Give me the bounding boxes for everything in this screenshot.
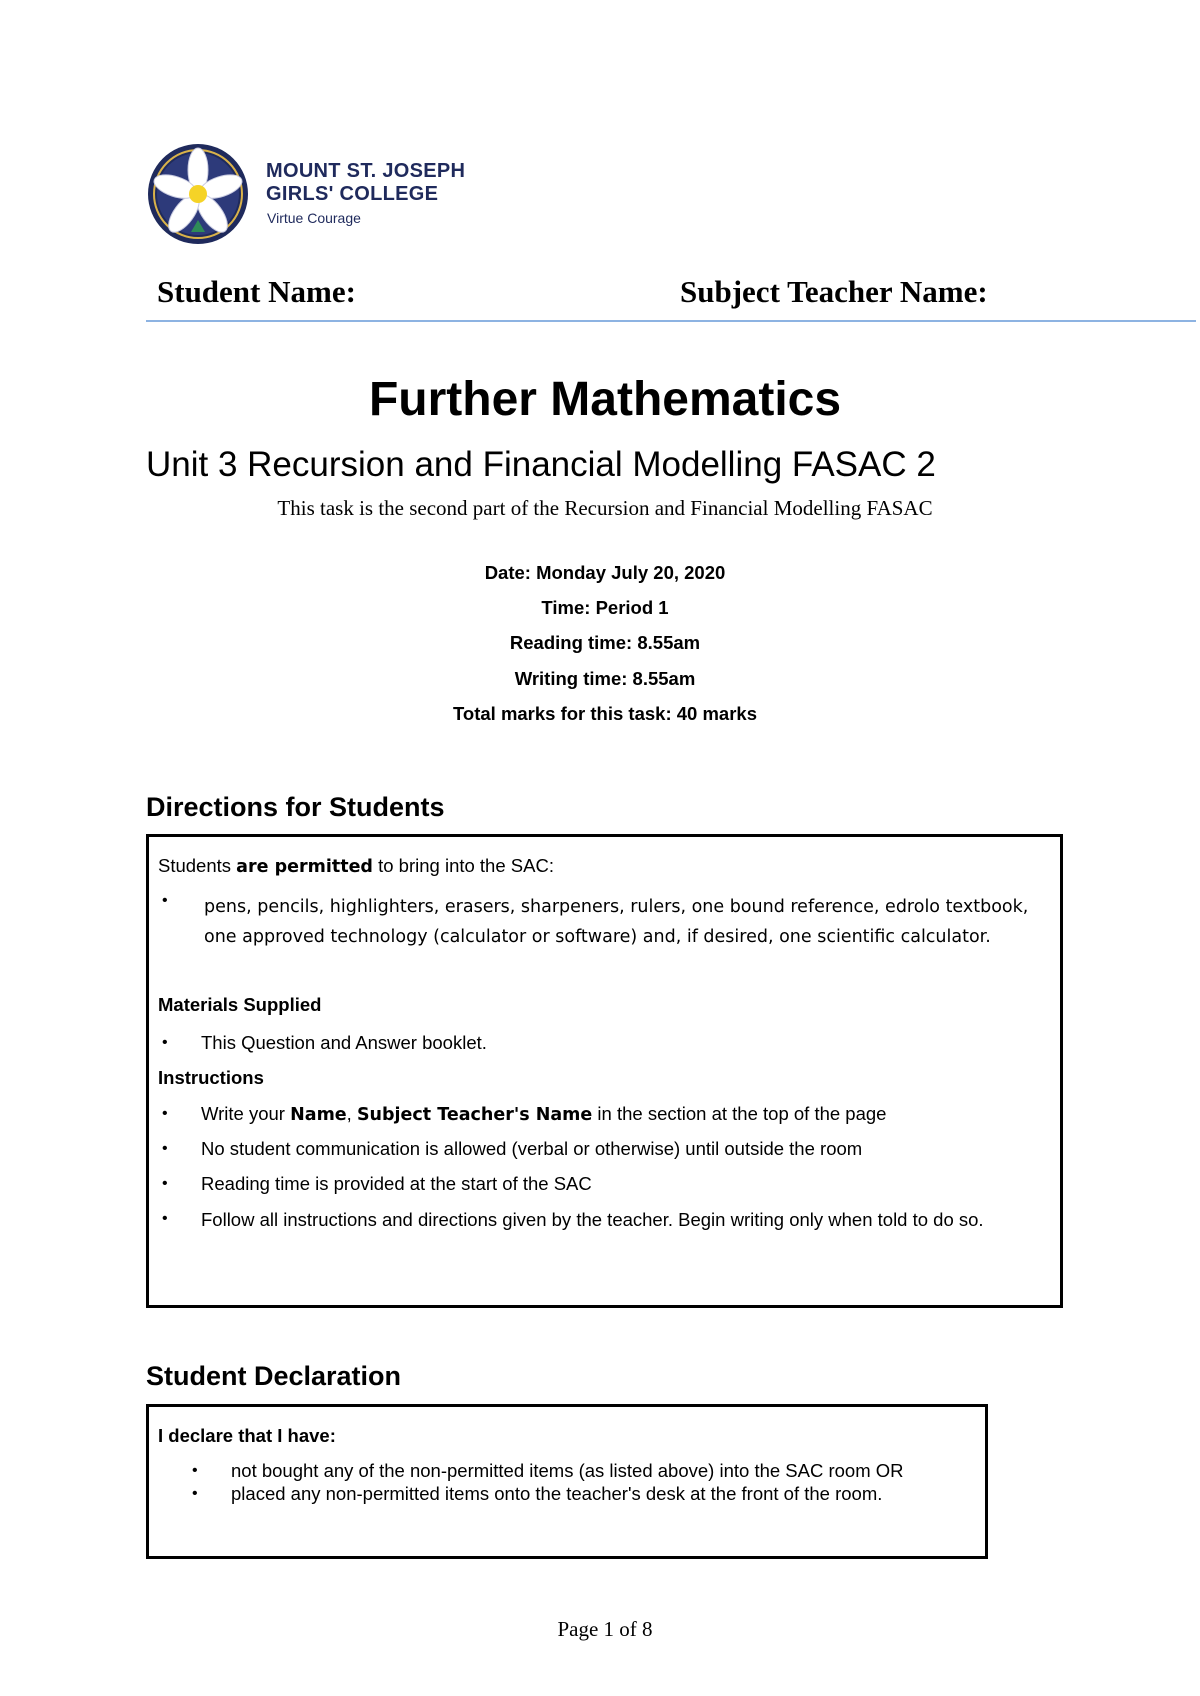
reading-time-line: Reading time: 8.55am [509,632,701,653]
time-line: Time: Period 1 [541,597,669,618]
permitted-intro [158,855,554,877]
permitted-intro-post: to bring into the SAC: [372,855,554,876]
writing-time-line: Writing time: 8.55am [514,668,696,689]
permitted-intro-bold: are permitted [236,857,373,877]
name-field-rule [146,320,1196,322]
school-name-line2: GIRLS' COLLEGE [266,183,439,205]
bullet-icon: • [162,1105,168,1122]
total-marks-line: Total marks for this task: 40 marks [452,703,757,724]
permitted-intro-pre: Students [158,855,237,876]
instruction-bold-teacher: Subject Teacher's Name [356,1105,593,1125]
school-crest-icon [145,140,255,250]
bullet-icon: • [162,1210,168,1227]
declaration-intro: I declare that I have: [158,1425,336,1446]
instruction-text: Write your [201,1103,291,1124]
instruction-item [201,1103,886,1125]
task-description: This task is the second part of the Recursion and Financial Modelling FASAC [277,496,933,520]
instructions-heading: Instructions [158,1067,264,1088]
materials-item: This Question and Answer booklet. [201,1032,487,1053]
permitted-items-text: pens, pencils, highlighters, erasers, sharpeners, rulers, one bound reference, edrolo textbook, one approved technology (calculator or software) and, if desired, one scientific calculator. [204,897,1029,947]
bullet-icon: • [162,1175,168,1192]
declaration-item: not bought any of the non-permitted items (as listed above) into the SAC room OR [231,1460,904,1481]
instruction-bold-name: Name [290,1105,347,1125]
instruction-text: in the section at the top of the page [592,1103,887,1124]
directions-heading: Directions for Students [146,792,445,822]
page-subtitle: Unit 3 Recursion and Financial Modelling FASAC 2 [146,445,936,484]
bullet-icon: • [192,1462,198,1479]
subject-teacher-name-label: Subject Teacher Name: [680,274,988,309]
bullet-icon: • [162,1034,168,1051]
declaration-item: placed any non-permitted items onto the teacher's desk at the front of the room. [231,1483,883,1504]
date-line: Date: Monday July 20, 2020 [484,562,726,583]
instruction-item: No student communication is allowed (verbal or otherwise) until outside the room [201,1138,863,1159]
school-name-line1: MOUNT ST. JOSEPH [266,160,466,182]
materials-heading: Materials Supplied [158,994,322,1015]
student-name-label: Student Name: [157,274,356,309]
bullet-icon: • [162,1140,168,1157]
bullet-icon: • [192,1485,198,1502]
bullet-icon: • [162,892,168,909]
page-title: Further Mathematics [368,373,842,426]
instruction-item: Reading time is provided at the start of the SAC [201,1173,592,1194]
instruction-text: , [346,1103,357,1124]
declaration-heading: Student Declaration [146,1361,402,1391]
school-motto: Virtue Courage [267,210,361,226]
instruction-item: Follow all instructions and directions given by the teacher. Begin writing only when told to do so. [201,1209,984,1230]
page-number: Page 1 of 8 [557,1617,653,1641]
